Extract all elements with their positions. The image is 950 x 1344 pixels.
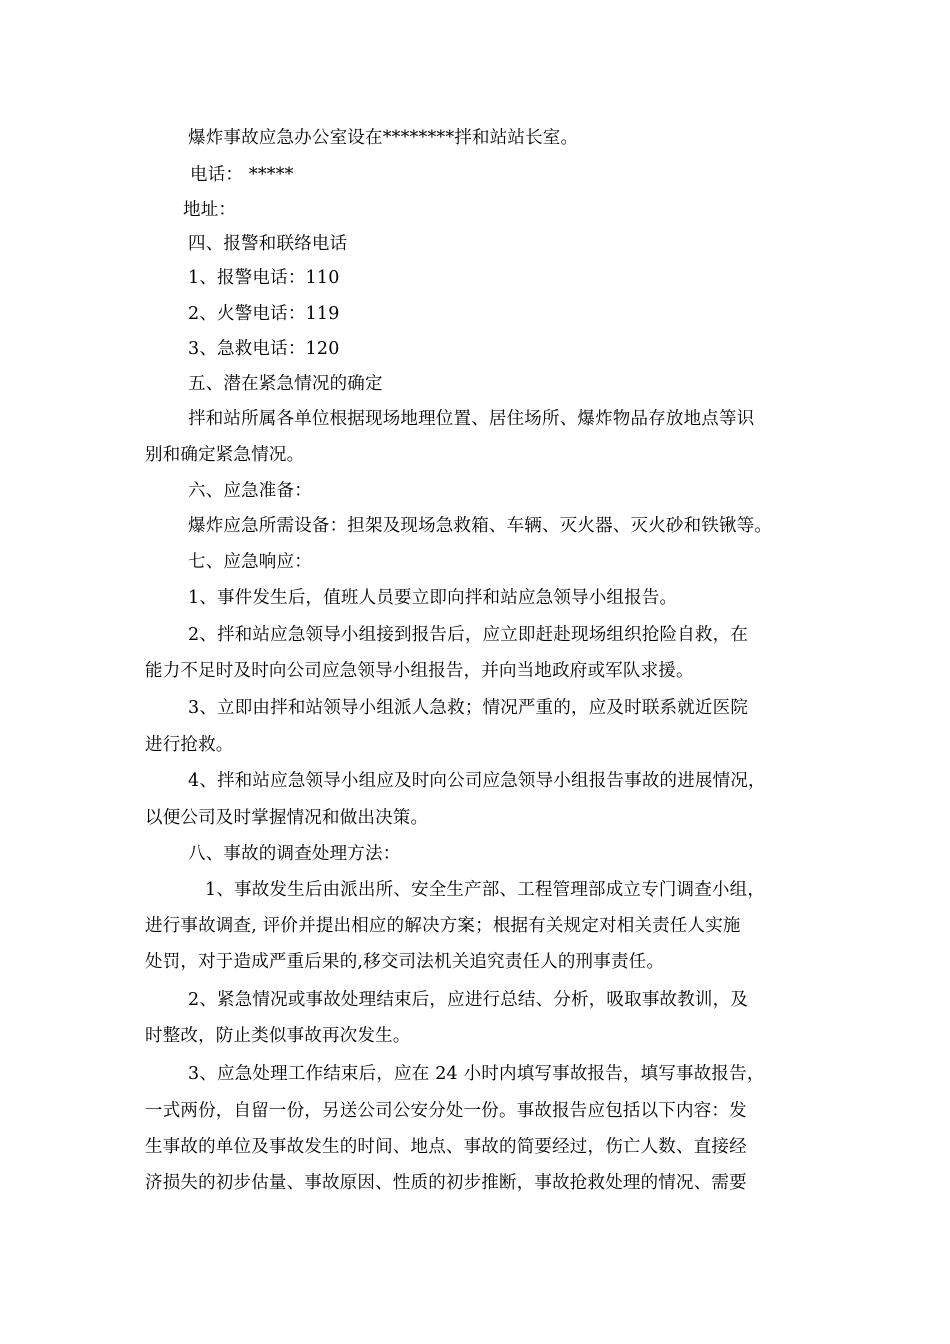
address-line: 地址： bbox=[183, 200, 237, 220]
paragraph-line: 1、事故发生后由派出所、安全生产部、工程管理部成立专门调查小组， bbox=[205, 880, 766, 900]
paragraph-line: 拌和站所属各单位根据现场地理位置、居住场所、爆炸物品存放地点等识 bbox=[188, 409, 755, 429]
paragraph-line: 3、应急处理工作结束后，应在 24 小时内填写事故报告，填写事故报告， bbox=[188, 1064, 765, 1084]
paragraph-line: 2、紧急情况或事故处理结束后，应进行总结、分析，吸取事故教训，及 bbox=[188, 990, 749, 1010]
phone-line: 电话： ***** bbox=[190, 165, 294, 185]
paragraph-line: 别和确定紧急情况。 bbox=[145, 445, 305, 465]
paragraph-line: 1、事件发生后，值班人员要立即向拌和站应急领导小组报告。 bbox=[188, 588, 678, 608]
office-location-line: 爆炸事故应急办公室设在********拌和站站长室。 bbox=[188, 128, 579, 148]
section-heading-7: 七、应急响应： bbox=[188, 552, 312, 572]
paragraph-line: 进行事故调查, 评价并提出相应的解决方案；根据有关规定对相关责任人实施 bbox=[145, 916, 741, 936]
police-phone-line: 1、报警电话：110 bbox=[188, 268, 340, 288]
paragraph-line: 济损失的初步估量、事故原因、性质的初步推断，事故抢救处理的情况、需要 bbox=[145, 1173, 747, 1193]
section-heading-8: 八、事故的调查处理方法： bbox=[188, 844, 401, 864]
paragraph-line: 3、立即由拌和站领导小组派人急救；情况严重的，应及时联系就近医院 bbox=[188, 698, 749, 718]
paragraph-line: 生事故的单位及事故发生的时间、地点、事故的简要经过，伤亡人数、直接经 bbox=[145, 1137, 747, 1157]
paragraph-line: 4、拌和站应急领导小组应及时向公司应急领导小组报告事故的进展情况， bbox=[188, 771, 766, 791]
section-heading-6: 六、应急准备： bbox=[188, 481, 312, 501]
paragraph-line: 时整改，防止类似事故再次发生。 bbox=[145, 1026, 411, 1046]
paragraph-line: 能力不足时及时向公司应急领导小组报告，并向当地政府或军队求援。 bbox=[145, 661, 694, 681]
fire-phone-line: 2、火警电话：119 bbox=[188, 304, 340, 324]
paragraph-line: 以便公司及时掌握情况和做出决策。 bbox=[145, 808, 429, 828]
paragraph-line: 进行抢救。 bbox=[145, 735, 234, 755]
paragraph-line: 2、拌和站应急领导小组接到报告后，应立即赶赴现场组织抢险自救，在 bbox=[188, 625, 749, 645]
section-heading-5: 五、潜在紧急情况的确定 bbox=[188, 374, 383, 394]
section-heading-4: 四、报警和联络电话 bbox=[188, 234, 348, 254]
ambulance-phone-line: 3、急救电话：120 bbox=[188, 339, 340, 359]
paragraph-line: 处罚，对于造成严重后果的,移交司法机关追究责任人的刑事责任。 bbox=[145, 952, 665, 972]
paragraph-line: 爆炸应急所需设备：担架及现场急救箱、车辆、灭火器、灭火砂和铁锹等。 bbox=[188, 516, 773, 536]
paragraph-line: 一式两份，自留一份，另送公司公安分处一份。事故报告应包括以下内容：发 bbox=[145, 1101, 747, 1121]
